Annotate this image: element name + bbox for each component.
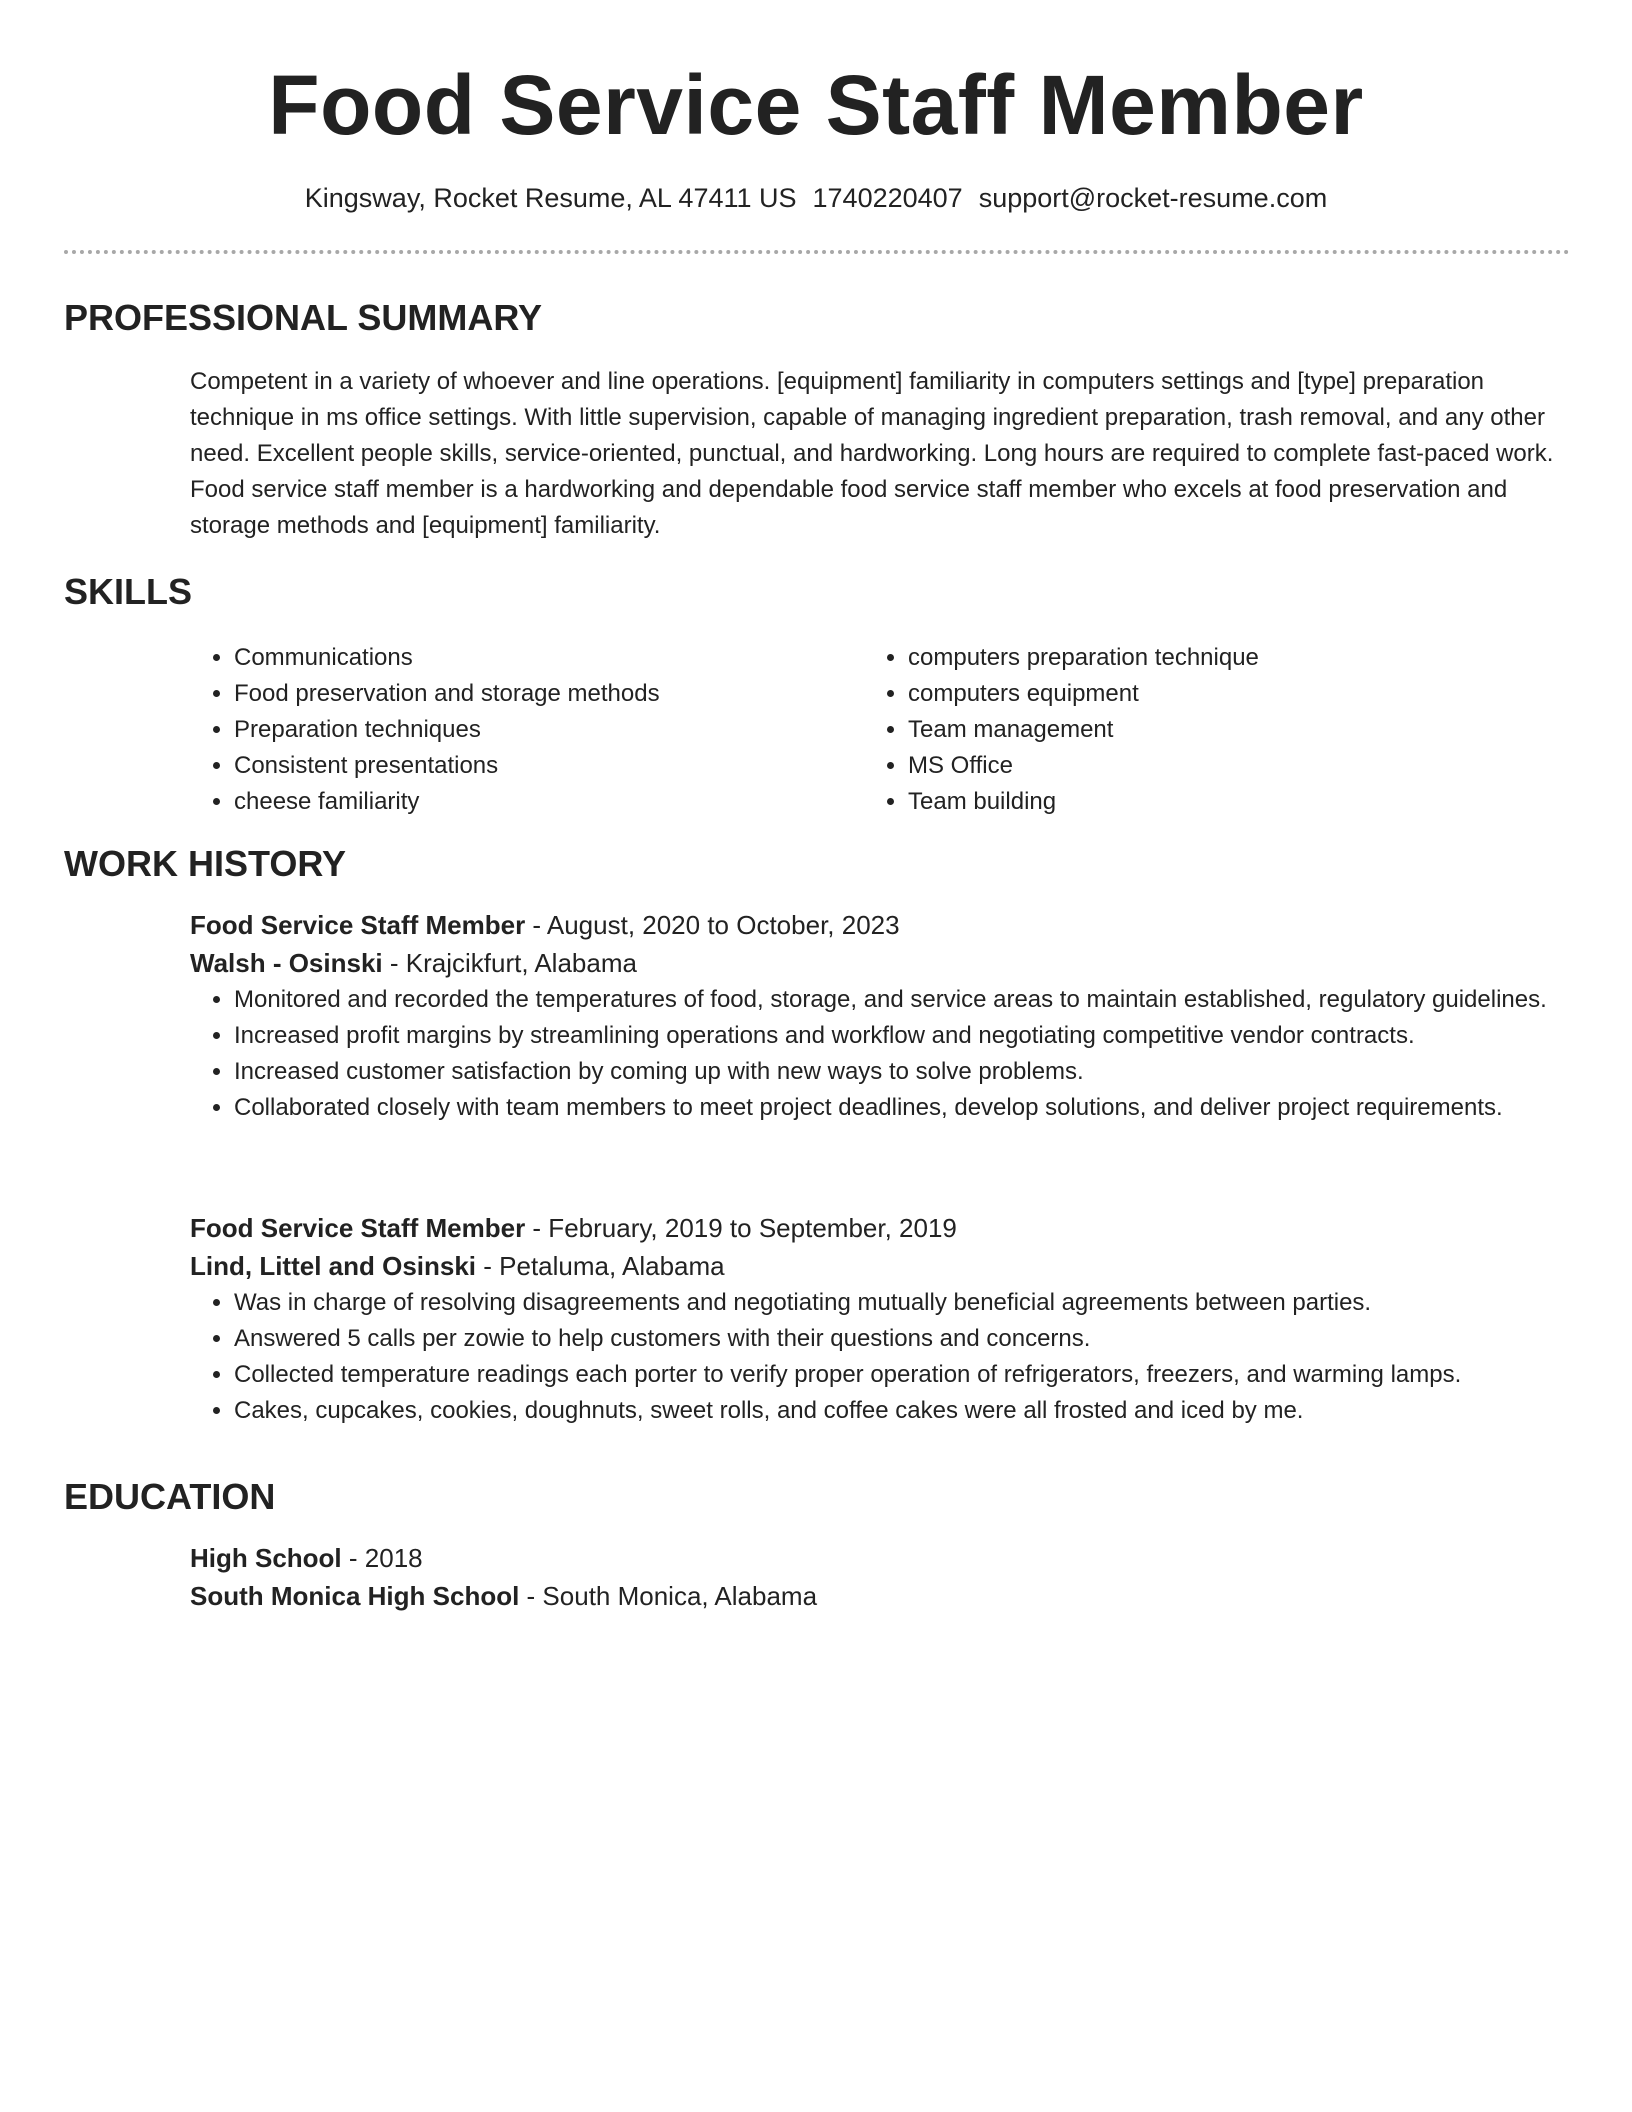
education-entry — [190, 1539, 1590, 1615]
education-school-line — [190, 1577, 1590, 1615]
education-degree-line — [190, 1539, 1590, 1577]
skills-column-left — [190, 640, 850, 820]
job-dates: - February, 2019 to September, 2019 — [525, 1213, 957, 1243]
skill-item: • Communications — [234, 640, 850, 676]
job-duty: • Monitored and recorded the temperatures of food, storage, and service areas to maintain established, regulatory guidelines. — [234, 982, 1574, 1018]
job-duties-list — [190, 1285, 1574, 1429]
summary-text: Competent in a variety of whoever and line operations. [equipment] familiarity in computers settings and [type] preparation technique in ms office settings. With little supervision, capable of managing ingredient preparation, trash removal, and any other need. Excellent people skills, service-oriented, punctual, and hardworking. Long hours are required to complete fast-paced work. Food service staff member is a hardworking and dependable food service staff member who excels at food preservation and storage methods and [equipment] familiarity. — [190, 368, 1554, 539]
job-company-line — [190, 1247, 1590, 1285]
job-duty: • Increased profit margins by streamlining operations and workflow and negotiating competitive vendor contracts. — [234, 1018, 1574, 1054]
skill-item: • Preparation techniques — [234, 712, 850, 748]
skill-item: • computers equipment — [908, 676, 1524, 712]
skill-item: • Consistent presentations — [234, 748, 850, 784]
job-duties-list — [190, 982, 1574, 1126]
contact-email: support@rocket-resume.com — [978, 183, 1328, 213]
job-company: Lind, Littel and Osinski — [190, 1251, 477, 1281]
job-entry — [190, 1209, 1590, 1429]
job-role: Food Service Staff Member — [190, 910, 526, 940]
skill-item: • MS Office — [908, 748, 1524, 784]
contact-phone: 1740220407 — [812, 183, 963, 213]
skill-item: • Food preservation and storage methods — [234, 676, 850, 712]
work-history-heading: WORK HISTORY — [64, 843, 347, 884]
job-title-line — [190, 906, 1590, 944]
skill-item: • Team management — [908, 712, 1524, 748]
header-divider — [64, 250, 1570, 254]
job-entry — [190, 906, 1590, 1126]
skills-heading: SKILLS — [64, 571, 193, 612]
job-duty: • Was in charge of resolving disagreements and negotiating mutually beneficial agreements between parties. — [234, 1285, 1574, 1321]
education-location: - South Monica, Alabama — [519, 1581, 818, 1611]
skills-list-right — [864, 640, 1524, 820]
summary-heading: PROFESSIONAL SUMMARY — [64, 297, 543, 338]
education-degree: High School — [190, 1543, 342, 1573]
job-dates: - August, 2020 to October, 2023 — [525, 910, 900, 940]
skill-item: • Team building — [908, 784, 1524, 820]
job-company-line — [190, 944, 1590, 982]
job-duty: • Collected temperature readings each porter to verify proper operation of refrigerators, freezers, and warming lamps. — [234, 1357, 1574, 1393]
candidate-name: Food Service Staff Member — [268, 58, 1364, 152]
contact-address: Kingsway, Rocket Resume, AL 47411 US — [304, 183, 797, 213]
skills-column-right — [864, 640, 1524, 820]
education-heading: EDUCATION — [64, 1476, 276, 1517]
contact-line — [0, 178, 1632, 218]
education-school: South Monica High School — [190, 1581, 520, 1611]
education-year: - 2018 — [341, 1543, 423, 1573]
job-duty: • Increased customer satisfaction by coming up with new ways to solve problems. — [234, 1054, 1574, 1090]
skill-item: • cheese familiarity — [234, 784, 850, 820]
job-company: Walsh - Osinski — [190, 948, 383, 978]
job-duty: • Answered 5 calls per zowie to help customers with their questions and concerns. — [234, 1321, 1574, 1357]
job-role: Food Service Staff Member — [190, 1213, 526, 1243]
job-duty: • Cakes, cupcakes, cookies, doughnuts, sweet rolls, and coffee cakes were all frosted and iced by me. — [234, 1393, 1574, 1429]
job-location: - Krajcikfurt, Alabama — [382, 948, 637, 978]
skill-item: • computers preparation technique — [908, 640, 1524, 676]
skills-list-left — [190, 640, 850, 820]
job-location: - Petaluma, Alabama — [476, 1251, 725, 1281]
job-duty: • Collaborated closely with team members to meet project deadlines, develop solutions, and deliver project requirements. — [234, 1090, 1574, 1126]
job-title-line — [190, 1209, 1590, 1247]
